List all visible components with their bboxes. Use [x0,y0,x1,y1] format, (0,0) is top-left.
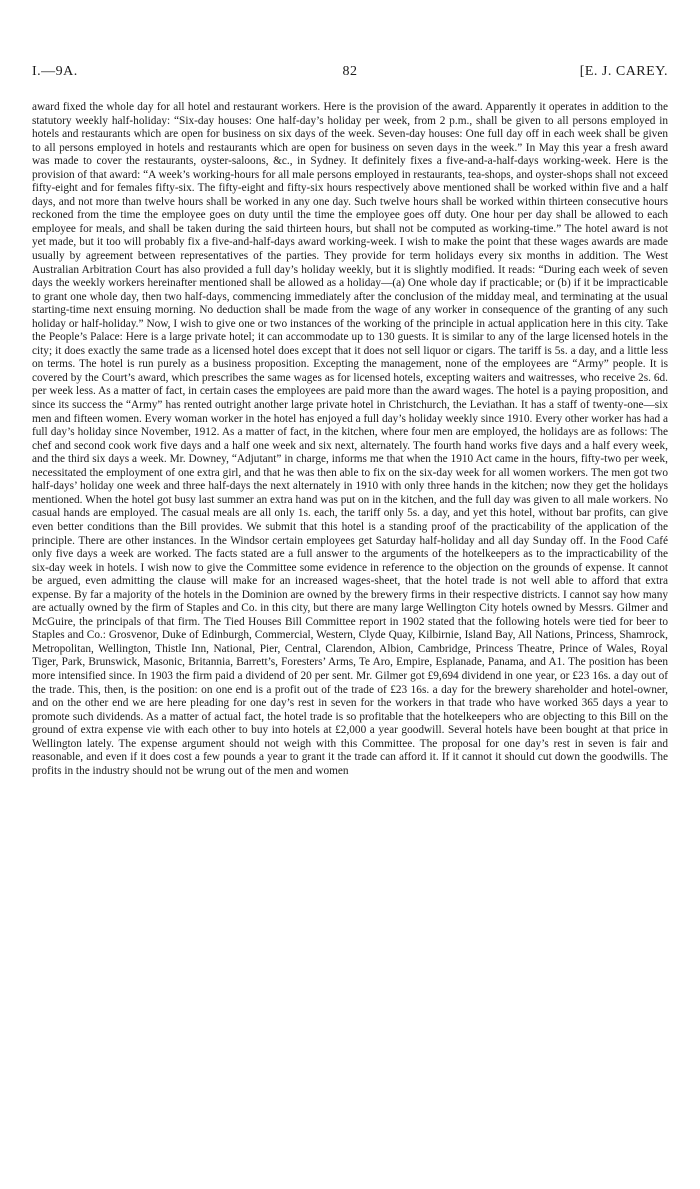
running-head [32,64,668,84]
body-text [32,101,668,778]
paper-reference: I.—9A. [32,64,78,79]
page-number: 82 [342,64,358,79]
evidence-paragraph: award fixed the whole day for all hotel and restaurant workers. Here is the provision of the award. Apparently it operates in addition to the statutory weekly half-holiday: “Six-day houses: One half-day’s holiday per week, from 2 p.m., shall be given to all persons employed in hotels and restaurants which are open for business on six days of the week. Seven-day houses: One full day off in each week shall be given to all persons employed in hotels and restaurants which are open for business on seven days in the week.” In May this year a fresh award was made to cover the restaurants, oyster-saloons, &c., in Sydney. It definitely fixes a five-and-a-half-days working-week. Here is the provision of that award: “A week’s working-hours for all male persons employed in restaurants, tea-shops, and oyster-shops shall not exceed fifty-eight and for females fifty-six. The fifty-eight and fifty-six hours respectively above mentioned shall be worked within five and a half days, and not more than twelve hours shall be worked in any one day. Such twelve hours shall be worked within thirteen consecutive hours reckoned from the time the employee goes on duty until the time the employee goes off duty. One hour per day shall be allowed to each employee for meals, and shall be taken during the said thirteen hours, but shall not be computed as working-time.” The hotel award is not yet made, but it too will probably fix a five-and-half-days award working-week. I wish to make the point that these wages awards are made usually by agreement between representatives of the parties. They provide for term holidays every six months in addition. The West Australian Arbitration Court has also provided a full day’s holiday weekly, but it is slightly modified. It reads: “During each week of seven days the weekly workers hereinafter mentioned shall be allowed as a holiday—(a) One whole day if practicable; or (b) if it be impracticable to grant one whole day, then two half-days, commencing immediately after the conclusion of the midday meal, and terminating at the usual starting-time next ensuing morning. No deduction shall be made from the wage of any worker in consequence of the granting of any such holiday or half-holiday.” Now, I wish to give one or two instances of the working of the principle in actual application here in this city. Take the People’s Palace: Here is a large private hotel; it can accommodate up to 130 guests. It is similar to any of the large licensed hotels in the city; it does exactly the same trade as a licensed hotel does except that it does not sell liquor or cigars. The tariff is 5s. a day, and a little less on terms. The hotel is run purely as a business proposition. Excepting the management, none of the employees are “Army” people. It is covered by the Court’s award, which prescribes the same wages as for licensed hotels, excepting waiters and waitresses, who receive 2s. 6d. per week less. As a matter of fact, in certain cases the employees are paid more than the award wages. The hotel is a paying proposition, and since its success the “Army” has rented outright another large private hotel in Christchurch, the Leviathan. It has a staff of twenty-one—six men and fifteen women. Every woman worker in the hotel has enjoyed a full day’s holiday weekly since 1910. Every other worker has had a full day’s holiday since November, 1912. As a matter of fact, in the kitchen, where four men are employed, the holidays are as follows: The chef and second cook work five days and a half one week and six next, alternately. The fourth hand works five days and a half every week, and the third six days a week. Mr. Downey, “Adjutant” in charge, informs me that when the 1910 Act came in the hours, fifty-two per week, necessitated the employment of one extra girl, and that he was then able to fix on the six-day week for all women workers. The men got two half-days’ holiday one week and three half-days the next alternately in 1910 with only three hands in the kitchen; now they get the holidays mentioned. When the hotel got busy last summer an extra hand was put on in the kitchen, and the full day was given to all male workers. No casual hands are employed. The casual meals are all only 1s. each, the tariff only 5s. a day, and yet this hotel, without bar profits, can give even better conditions than the Bill provides. We submit that this hotel is a standing proof of the practicability of the application of the principle. There are other instances. In the Windsor certain employees get Saturday half-holiday and all day Sunday off. In the Food Café only five days a week are worked. The facts stated are a full answer to the arguments of the hotelkeepers as to the impracticability of the six-day week in hotels. I wish now to give the Committee some evidence in reference to the objection on the grounds of expense. It cannot be argued, even admitting the clause will make for an increased wages-sheet, that the hotel trade is not well able to afford that extra expense. By far a majority of the hotels in the Dominion are owned by the brewery firms in their respective districts. I cannot say how many are actually owned by the firm of Staples and Co. in this city, but there are many large Wellington City hotels owned by Messrs. Gilmer and McGuire, the principals of that firm. The Tied Houses Bill Committee report in 1902 stated that the following hotels were tied for beer to Staples and Co.: Grosvenor, Duke of Edinburgh, Commercial, Western, Clyde Quay, Kilbirnie, Island Bay, All Nations, Princess, Shamrock, Metropolitan, Wellington, Thistle Inn, National, Pier, Central, Clarendon, Albion, Cambridge, Princess Theatre, Prince of Wales, Royal Tiger, Park, Brunswick, Masonic, Britannia, Barrett’s, Foresters’ Arms, Te Aro, Empire, Esplanade, Panama, and A1. The position has been more intensified since. In 1903 the firm paid a dividend of 20 per sent. Mr. Gilmer got £9,694 dividend in one year, or £23 16s. a day out of the trade. This, then, is the position: on one end is a profit out of the trade of £23 16s. a day for the brewery shareholder and hotel-owner, and on the other end we are here pleading for one day’s rest in seven for the workers in that trade who have worked 365 days a year to promote such dividends. As a matter of actual fact, the hotel trade is so profitable that the hotelkeepers who are objecting to this Bill on the ground of extra expense vie with each other to buy into hotels at £2,000 a year goodwill. Several hotels have been bought at that price in Wellington lately. The expense argument should not weigh with this Committee. The proposal for one day’s rest in seven is fair and reasonable, and even if it does cost a few pounds a year to grant it the trade can afford it. If it cannot it should cut down the goodwills. The profits in the industry should not be wrung out of the men and women [32,101,668,777]
speaker-name: [E. J. CAREY. [579,64,668,79]
